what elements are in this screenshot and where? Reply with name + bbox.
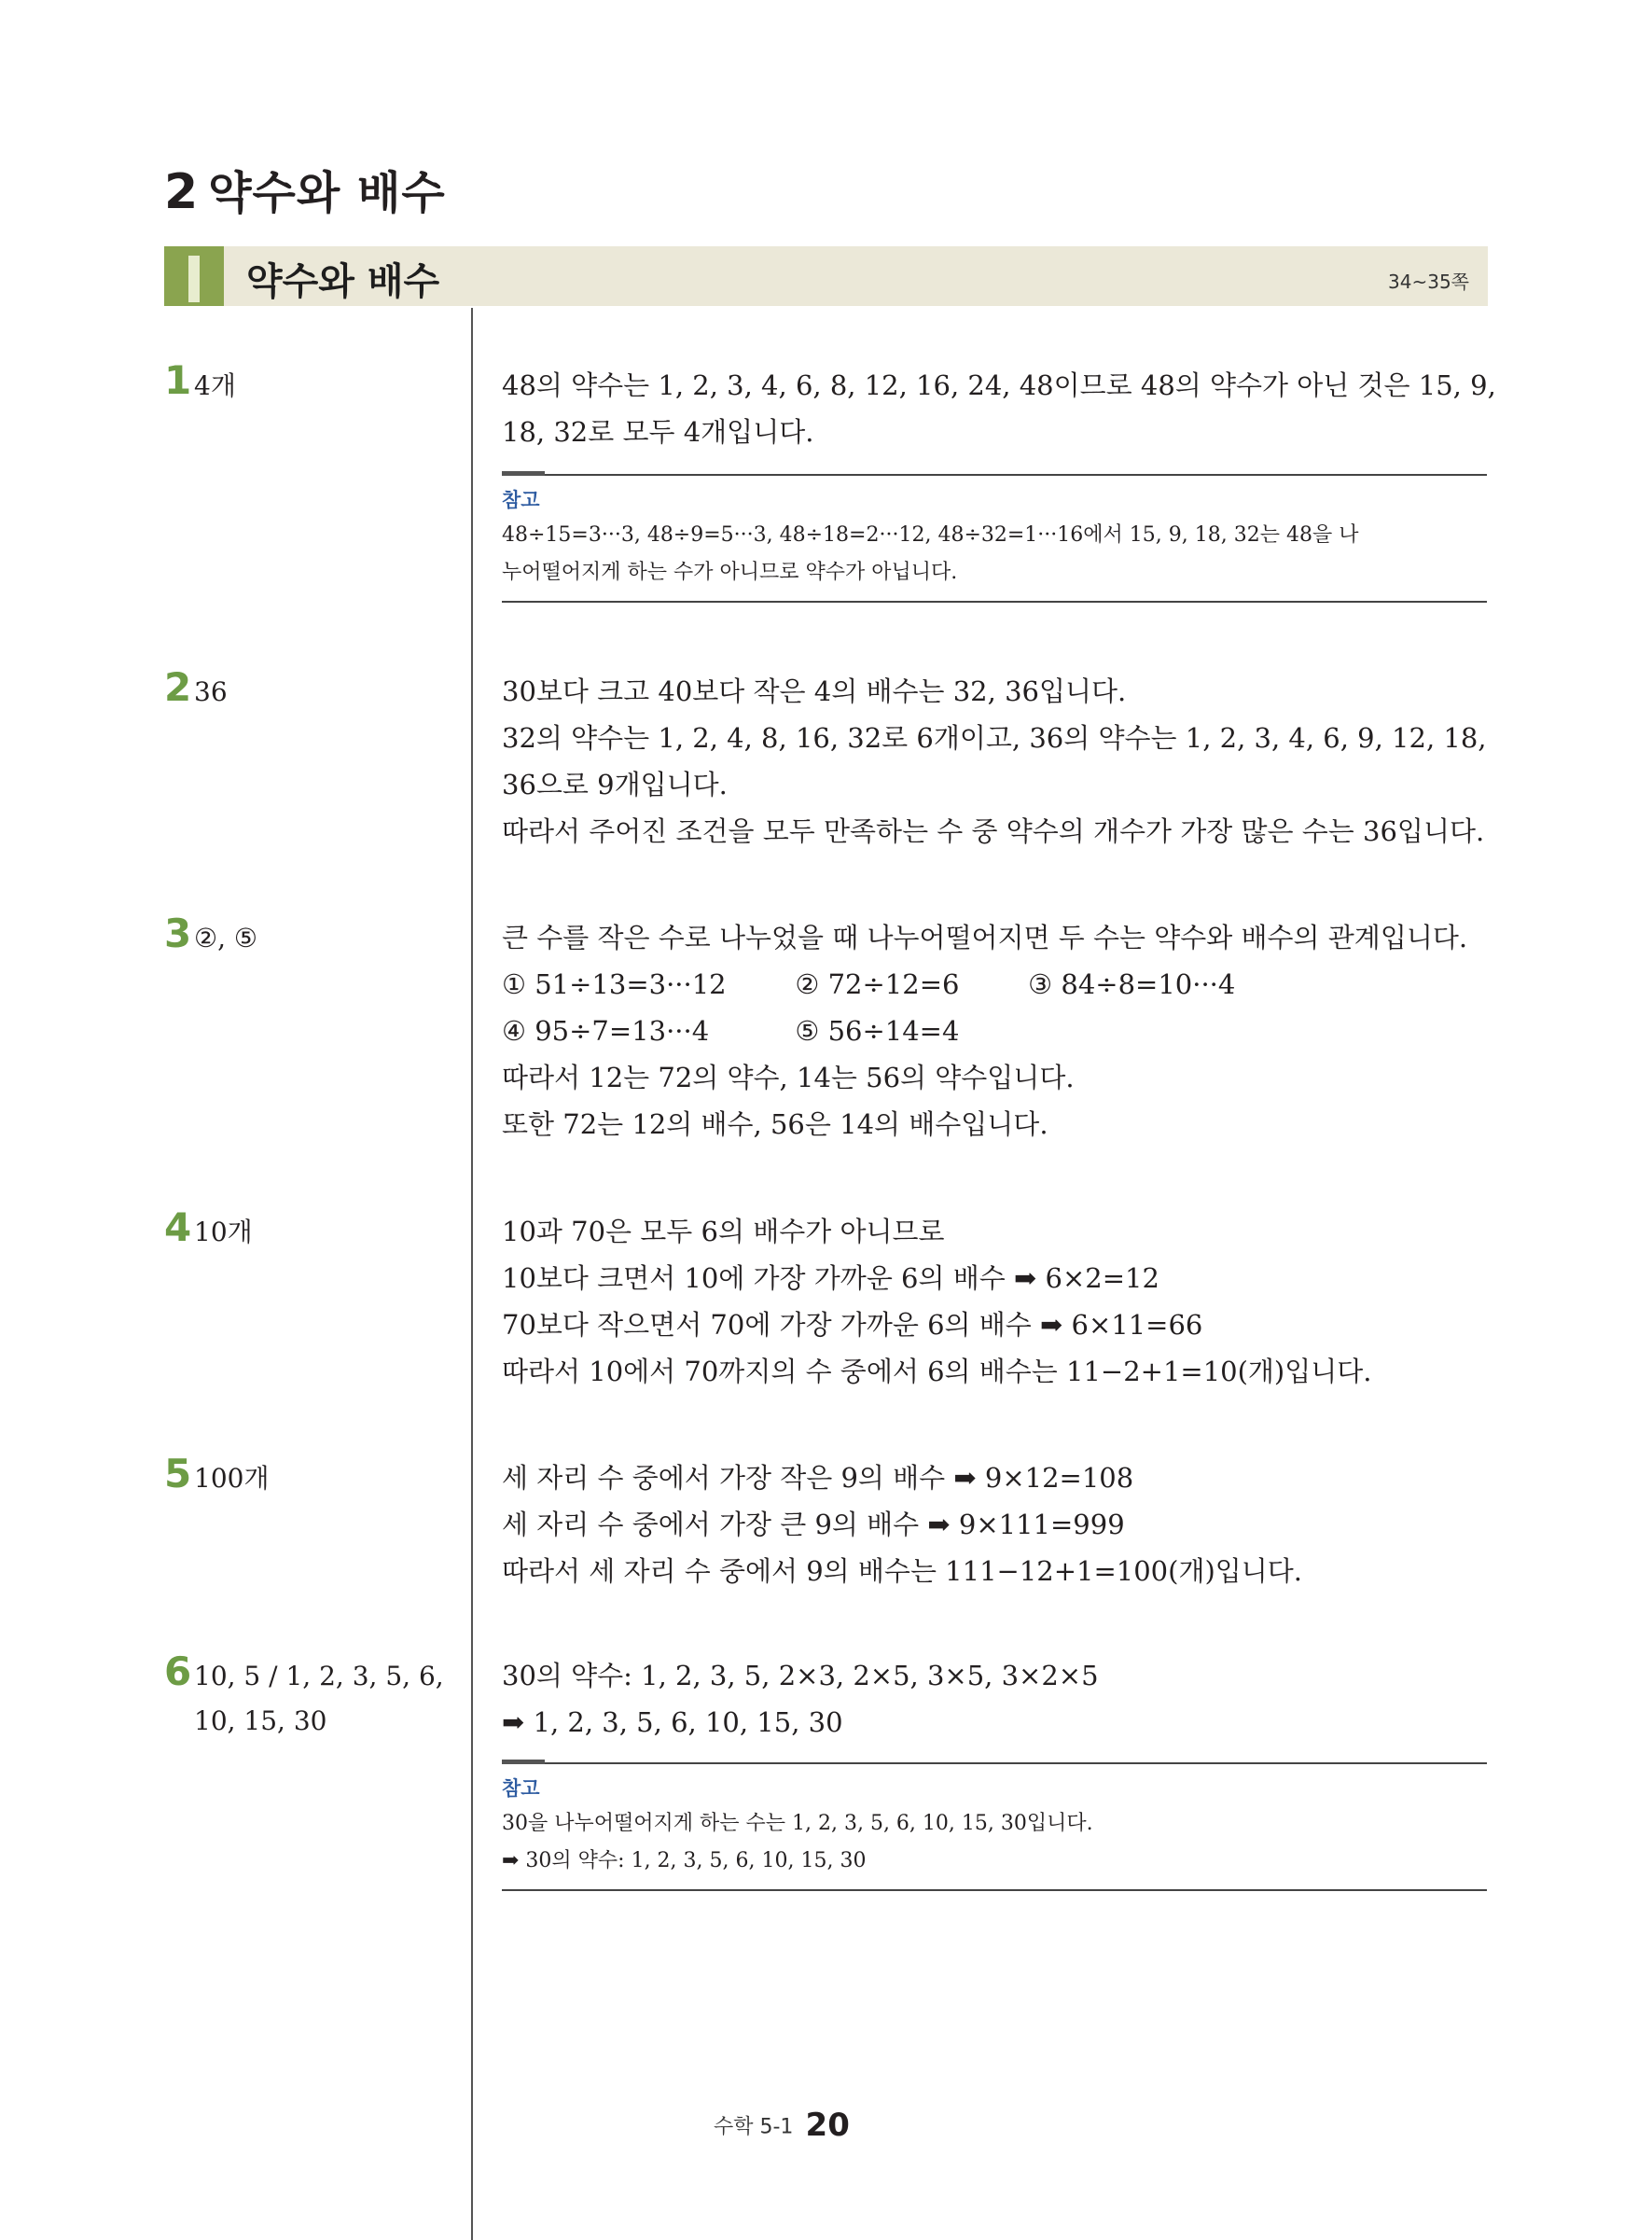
- problem-answer: ②, ⑤: [194, 923, 258, 953]
- chapter-number: 2: [164, 164, 200, 220]
- section-marker-icon: [164, 246, 224, 306]
- problem-explanation: [502, 1208, 1491, 1395]
- note-line: 누어떨어지게 하는 수가 아니므로 약수가 아닙니다.: [502, 561, 958, 584]
- problem-answer: 4개: [194, 370, 236, 401]
- explanation-line: 따라서 10에서 70까지의 수 중에서 6의 배수는 11−2+1=10(개)입니다.: [502, 1356, 1372, 1387]
- explanation-line: ④ 95÷7=13···4 ⑤ 56÷14=4: [502, 1015, 960, 1047]
- book-title: 수학 5-1: [714, 2115, 794, 2139]
- note-label: 참고: [502, 489, 540, 511]
- note-line: 48÷15=3···3, 48÷9=5···3, 48÷18=2···12, 48÷32=1···16에서 15, 9, 18, 32는 48을 나: [502, 523, 1359, 547]
- problem-explanation: [502, 362, 1496, 455]
- page-number: 20: [805, 2107, 850, 2144]
- explanation-line: 세 자리 수 중에서 가장 큰 9의 배수 ➡ 9×111=999: [502, 1509, 1125, 1540]
- explanation-line: 32의 약수는 1, 2, 4, 8, 16, 32로 6개이고, 36의 약수는 1, 2, 3, 4, 6, 9, 12, 18,: [502, 722, 1487, 754]
- problem-explanation: [502, 914, 1491, 1148]
- answer-line: 10, 15, 30: [194, 1705, 327, 1736]
- explanation-line: 30의 약수: 1, 2, 3, 5, 2×3, 2×5, 3×5, 3×2×5: [502, 1660, 1099, 1691]
- explanation-line: ➡ 1, 2, 3, 5, 6, 10, 15, 30: [502, 1706, 843, 1738]
- chapter-heading: [164, 157, 446, 221]
- explanation-line: 30보다 크고 40보다 작은 4의 배수는 32, 36입니다.: [502, 675, 1127, 707]
- explanation-line: 따라서 주어진 조건을 모두 만족하는 수 중 약수의 개수가 가장 많은 수는 36입니다.: [502, 815, 1485, 847]
- problem-number: 3: [164, 911, 192, 956]
- explanation-line: ① 51÷13=3···12 ② 72÷12=6 ③ 84÷8=10···4: [502, 968, 1236, 1000]
- section-pages: 34~35쪽: [1388, 271, 1469, 293]
- explanation-line: 10과 70은 모두 6의 배수가 아니므로: [502, 1216, 945, 1247]
- explanation-line: 70보다 작으면서 70에 가장 가까운 6의 배수 ➡ 6×11=66: [502, 1309, 1203, 1341]
- problem-explanation: [502, 1454, 1491, 1594]
- problem-explanation: [502, 1652, 1491, 1746]
- note-line: 30을 나누어떨어지게 하는 수는 1, 2, 3, 5, 6, 10, 15, 30입니다.: [502, 1812, 1093, 1835]
- problem-answer: 36: [194, 676, 228, 707]
- note-box: [502, 474, 1487, 603]
- problem-number: 4: [164, 1204, 192, 1250]
- explanation-line: 세 자리 수 중에서 가장 작은 9의 배수 ➡ 9×12=108: [502, 1462, 1134, 1494]
- problem-explanation: [502, 668, 1491, 855]
- explanation-line: 36으로 9개입니다.: [502, 769, 728, 800]
- explanation-line: 따라서 세 자리 수 중에서 9의 배수는 111−12+1=100(개)입니다.: [502, 1555, 1303, 1587]
- note-label: 참고: [502, 1777, 540, 1800]
- problem-number: 6: [164, 1649, 192, 1694]
- problem-answer: 10개: [194, 1217, 253, 1247]
- problem-answer: 100개: [194, 1463, 270, 1494]
- problem-number: 2: [164, 664, 192, 710]
- note-line: ➡ 30의 약수: 1, 2, 3, 5, 6, 10, 15, 30: [502, 1849, 867, 1872]
- explanation-line: 10보다 크면서 10에 가장 가까운 6의 배수 ➡ 6×2=12: [502, 1262, 1159, 1294]
- section-banner: [164, 246, 1488, 306]
- explanation-line: 48의 약수는 1, 2, 3, 4, 6, 8, 12, 16, 24, 48이므로 48의 약수가 아닌 것은 15, 9,: [502, 369, 1496, 401]
- explanation-line: 18, 32로 모두 4개입니다.: [502, 416, 814, 448]
- page-footer: [714, 2107, 850, 2144]
- chapter-title: 약수와 배수: [208, 167, 446, 219]
- problem-answer: [194, 1654, 444, 1744]
- problem-number: 1: [164, 357, 192, 403]
- section-title: 약수와 배수: [246, 260, 440, 303]
- note-box: [502, 1762, 1487, 1891]
- answer-line: 10, 5 / 1, 2, 3, 5, 6,: [194, 1661, 444, 1691]
- explanation-line: 따라서 12는 72의 약수, 14는 56의 약수입니다.: [502, 1062, 1075, 1093]
- explanation-line: 또한 72는 12의 배수, 56은 14의 배수입니다.: [502, 1108, 1048, 1140]
- column-divider: [471, 308, 473, 2240]
- problem-number: 5: [164, 1451, 192, 1496]
- explanation-line: 큰 수를 작은 수로 나누었을 때 나누어떨어지면 두 수는 약수와 배수의 관계입니다.: [502, 922, 1468, 953]
